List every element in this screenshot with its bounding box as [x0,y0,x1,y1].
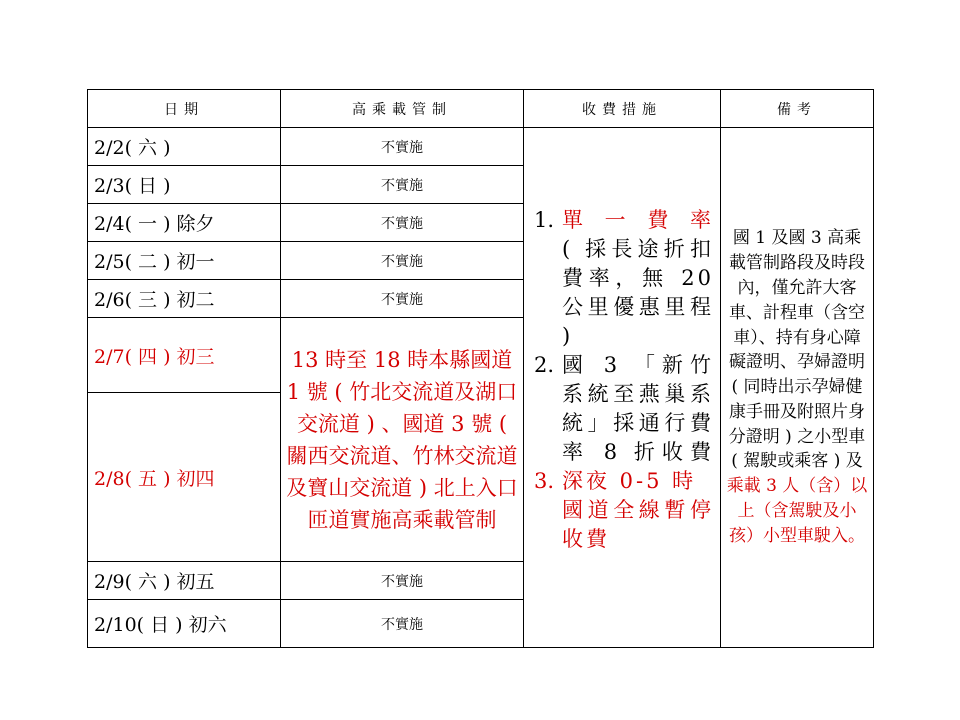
header-hov: 高乘載管制 [281,90,524,128]
note-highlight: 乘載 3 人（含）以上（含駕駛及小孩）小型車駛入。 [726,476,868,546]
fee-item-number: 1. [534,208,555,232]
hov-cell: 不實施 [281,280,524,318]
header-fee: 收費措施 [524,90,721,128]
date-cell: 2/7( 四 ) 初三 [88,318,281,393]
date-cell: 2/2( 六 ) [88,128,281,166]
fee-item-3 [534,467,714,554]
hov-cell: 不實施 [281,242,524,280]
header-row [88,90,874,128]
fee-item-detail: 國 3 「新竹系統至燕巢系統」採通行費率 8 折收費 [562,353,714,464]
date-cell: 2/5( 二 ) 初一 [88,242,281,280]
fee-item-title: 單 一 費 率 [562,208,714,232]
fee-item-title: 深夜 0-5 時 [562,469,697,493]
table-row [88,128,874,166]
date-cell: 2/8( 五 ) 初四 [88,393,281,562]
header-date: 日期 [88,90,281,128]
schedule-table [87,89,874,648]
hov-cell: 不實施 [281,166,524,204]
fee-measures-cell [524,128,721,648]
date-cell: 2/10( 日 ) 初六 [88,600,281,648]
date-cell: 2/6( 三 ) 初二 [88,280,281,318]
hov-cell: 不實施 [281,600,524,648]
note-text: 國 1 及國 3 高乘載管制路段及時段內，僅允許大客車、計程車（含空車）、持有身心障礙證明、孕婦證明 ( 同時出示孕婦健康手冊及附照片身分證明 ) 之小型車 ( 駕駛或乘客 ) 及 [728,228,866,472]
fee-item-2 [534,351,714,467]
date-cell: 2/3( 日 ) [88,166,281,204]
hov-cell: 不實施 [281,204,524,242]
hov-cell: 不實施 [281,562,524,600]
fee-item-number: 3. [534,469,555,493]
fee-item-detail: ( 採長途折扣費率，無 20 公里優惠里程 ) [562,237,714,348]
fee-item-number: 2. [534,353,555,377]
header-note: 備考 [721,90,874,128]
hov-control-cell: 13 時至 18 時本縣國道 1 號 ( 竹北交流道及湖口交流道 ) 、國道 3 號 ( 關西交流道、竹林交流道及寶山交流道 ) 北上入口匝道實施高乘載管制 [281,318,524,562]
note-cell [721,128,874,648]
fee-item-1 [534,206,714,351]
date-cell: 2/9( 六 ) 初五 [88,562,281,600]
hov-cell: 不實施 [281,128,524,166]
fee-item-detail: 國道全線暫停收費 [562,498,714,551]
date-cell: 2/4( 一 ) 除夕 [88,204,281,242]
